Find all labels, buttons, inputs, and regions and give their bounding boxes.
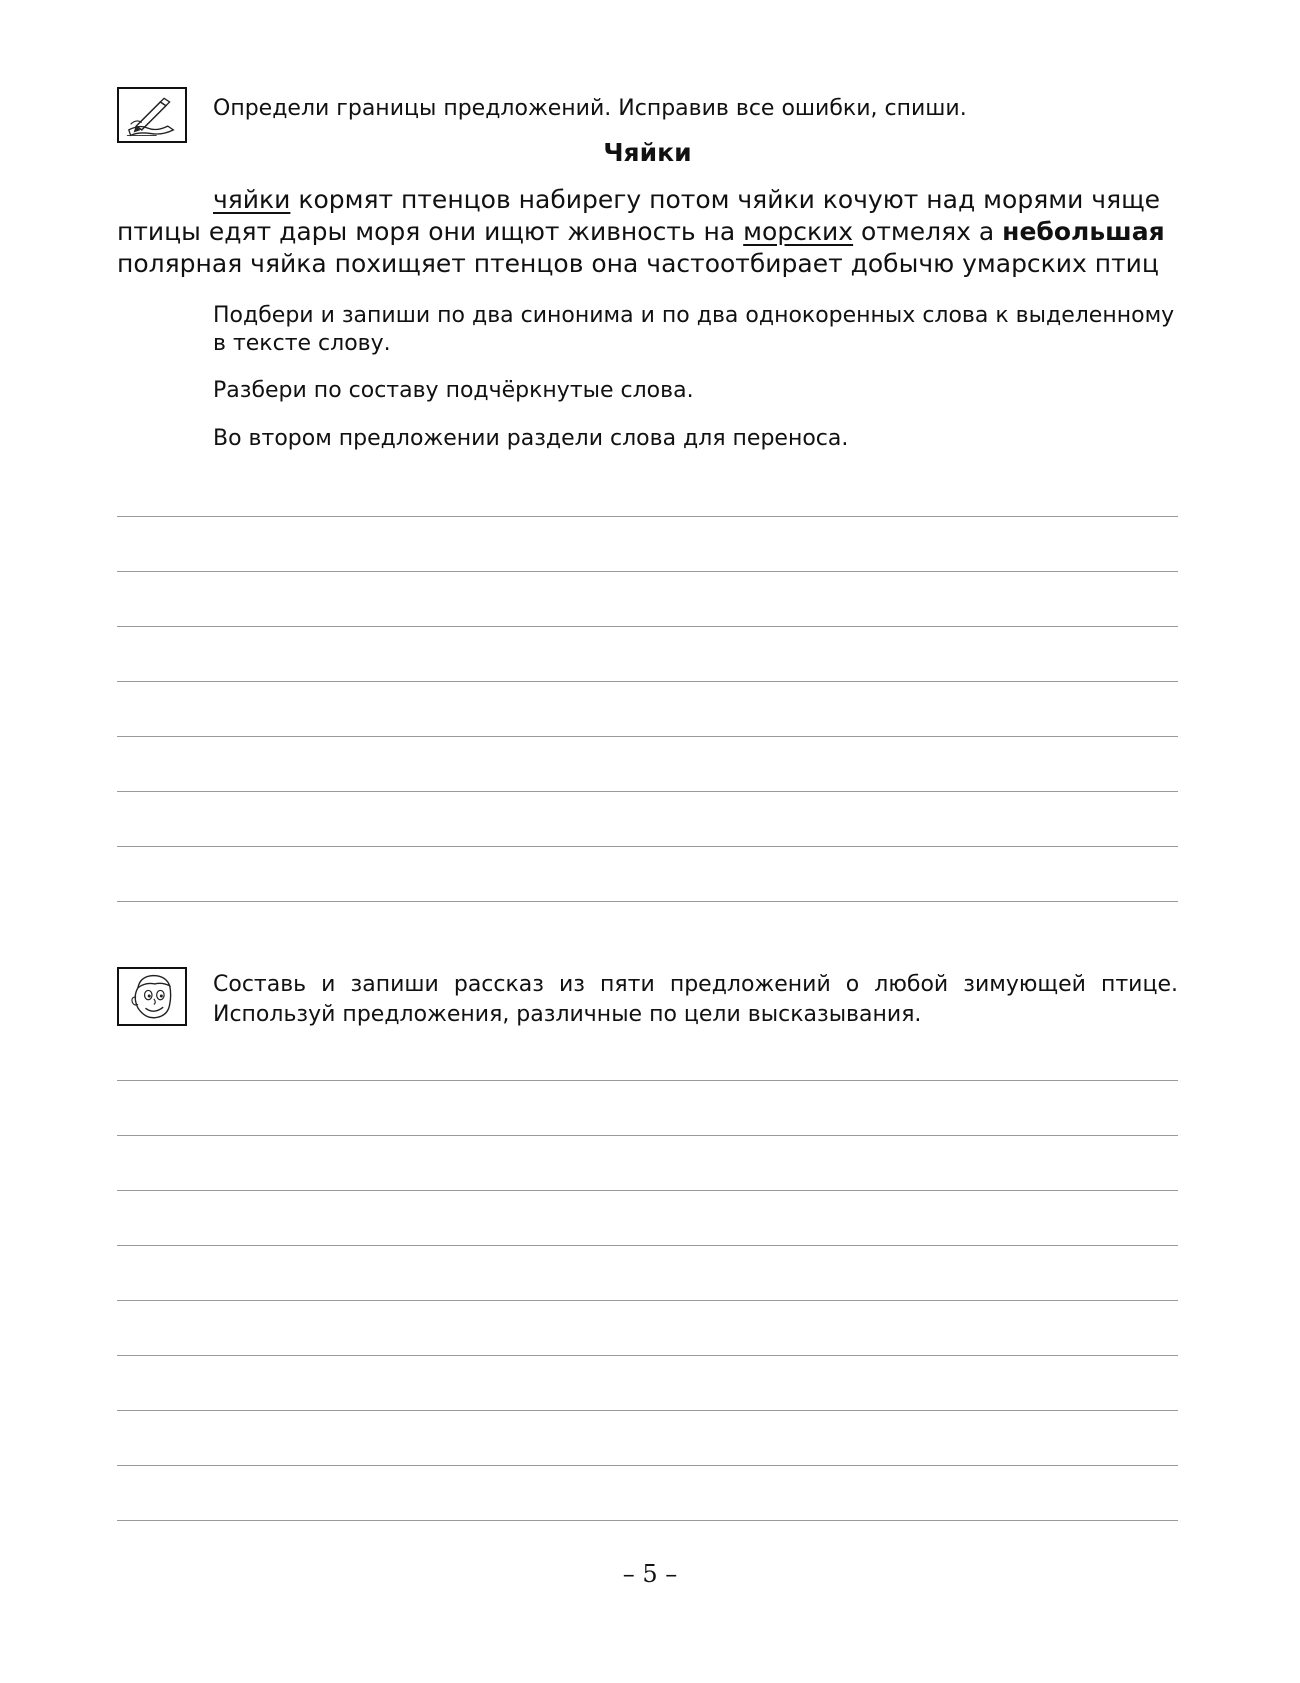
passage-text bbox=[117, 184, 1178, 280]
writing-line bbox=[117, 1300, 1178, 1301]
writing-line bbox=[117, 901, 1178, 902]
passage-line-1: чяйки кормят птенцов набирегу потом чяйки кочуют над морями чяще bbox=[213, 185, 1161, 214]
writing-line bbox=[117, 681, 1178, 682]
writing-line bbox=[117, 1135, 1178, 1136]
pen-writing-drawing bbox=[119, 89, 185, 141]
writing-line bbox=[117, 1465, 1178, 1466]
passage-title: Чяйки bbox=[603, 138, 692, 167]
writing-line bbox=[117, 516, 1178, 517]
pen-writing-icon bbox=[117, 87, 187, 143]
writing-line bbox=[117, 1520, 1178, 1521]
boy-face-drawing bbox=[119, 969, 185, 1024]
exercise1-instruction: Определи границы предложений. Исправив все ошибки, спиши. bbox=[213, 96, 967, 121]
underlined-word-morskikh: морских bbox=[743, 217, 854, 246]
passage-line-3: полярная чяйка похищяет птенцов она частоотбирает добычю умарских птиц bbox=[117, 249, 1159, 278]
writing-line bbox=[117, 791, 1178, 792]
page-number: – 5 – bbox=[622, 1560, 678, 1588]
writing-line bbox=[117, 846, 1178, 847]
writing-line bbox=[117, 1355, 1178, 1356]
writing-line bbox=[117, 571, 1178, 572]
task-hyphenation: Во втором предложении раздели слова для переноса. bbox=[213, 426, 849, 451]
writing-line bbox=[117, 1080, 1178, 1081]
writing-line bbox=[117, 626, 1178, 627]
passage-line-2: птицы едят дары моря они ищют живность на морских отмелях а небольшая bbox=[117, 217, 1165, 246]
highlighted-word-nebolshaya: небольшая bbox=[1002, 217, 1165, 246]
boy-face-icon bbox=[117, 967, 187, 1026]
writing-line bbox=[117, 1245, 1178, 1246]
exercise2-instruction: Составь и запиши рассказ из пяти предложений о любой зимующей птице. Используй предложения, различные по цели высказывания. bbox=[213, 972, 1178, 1027]
task-morphemes: Разбери по составу подчёркнутые слова. bbox=[213, 378, 694, 403]
writing-line bbox=[117, 1190, 1178, 1191]
task-synonyms: Подбери и запиши по два синонима и по два однокоренных слова к выделенному в тексте слову. bbox=[213, 303, 1175, 356]
writing-line bbox=[117, 1410, 1178, 1411]
exercise2-instruction-line bbox=[213, 970, 1178, 1030]
writing-line bbox=[117, 736, 1178, 737]
underlined-word-chaiki: чяйки bbox=[213, 185, 291, 214]
